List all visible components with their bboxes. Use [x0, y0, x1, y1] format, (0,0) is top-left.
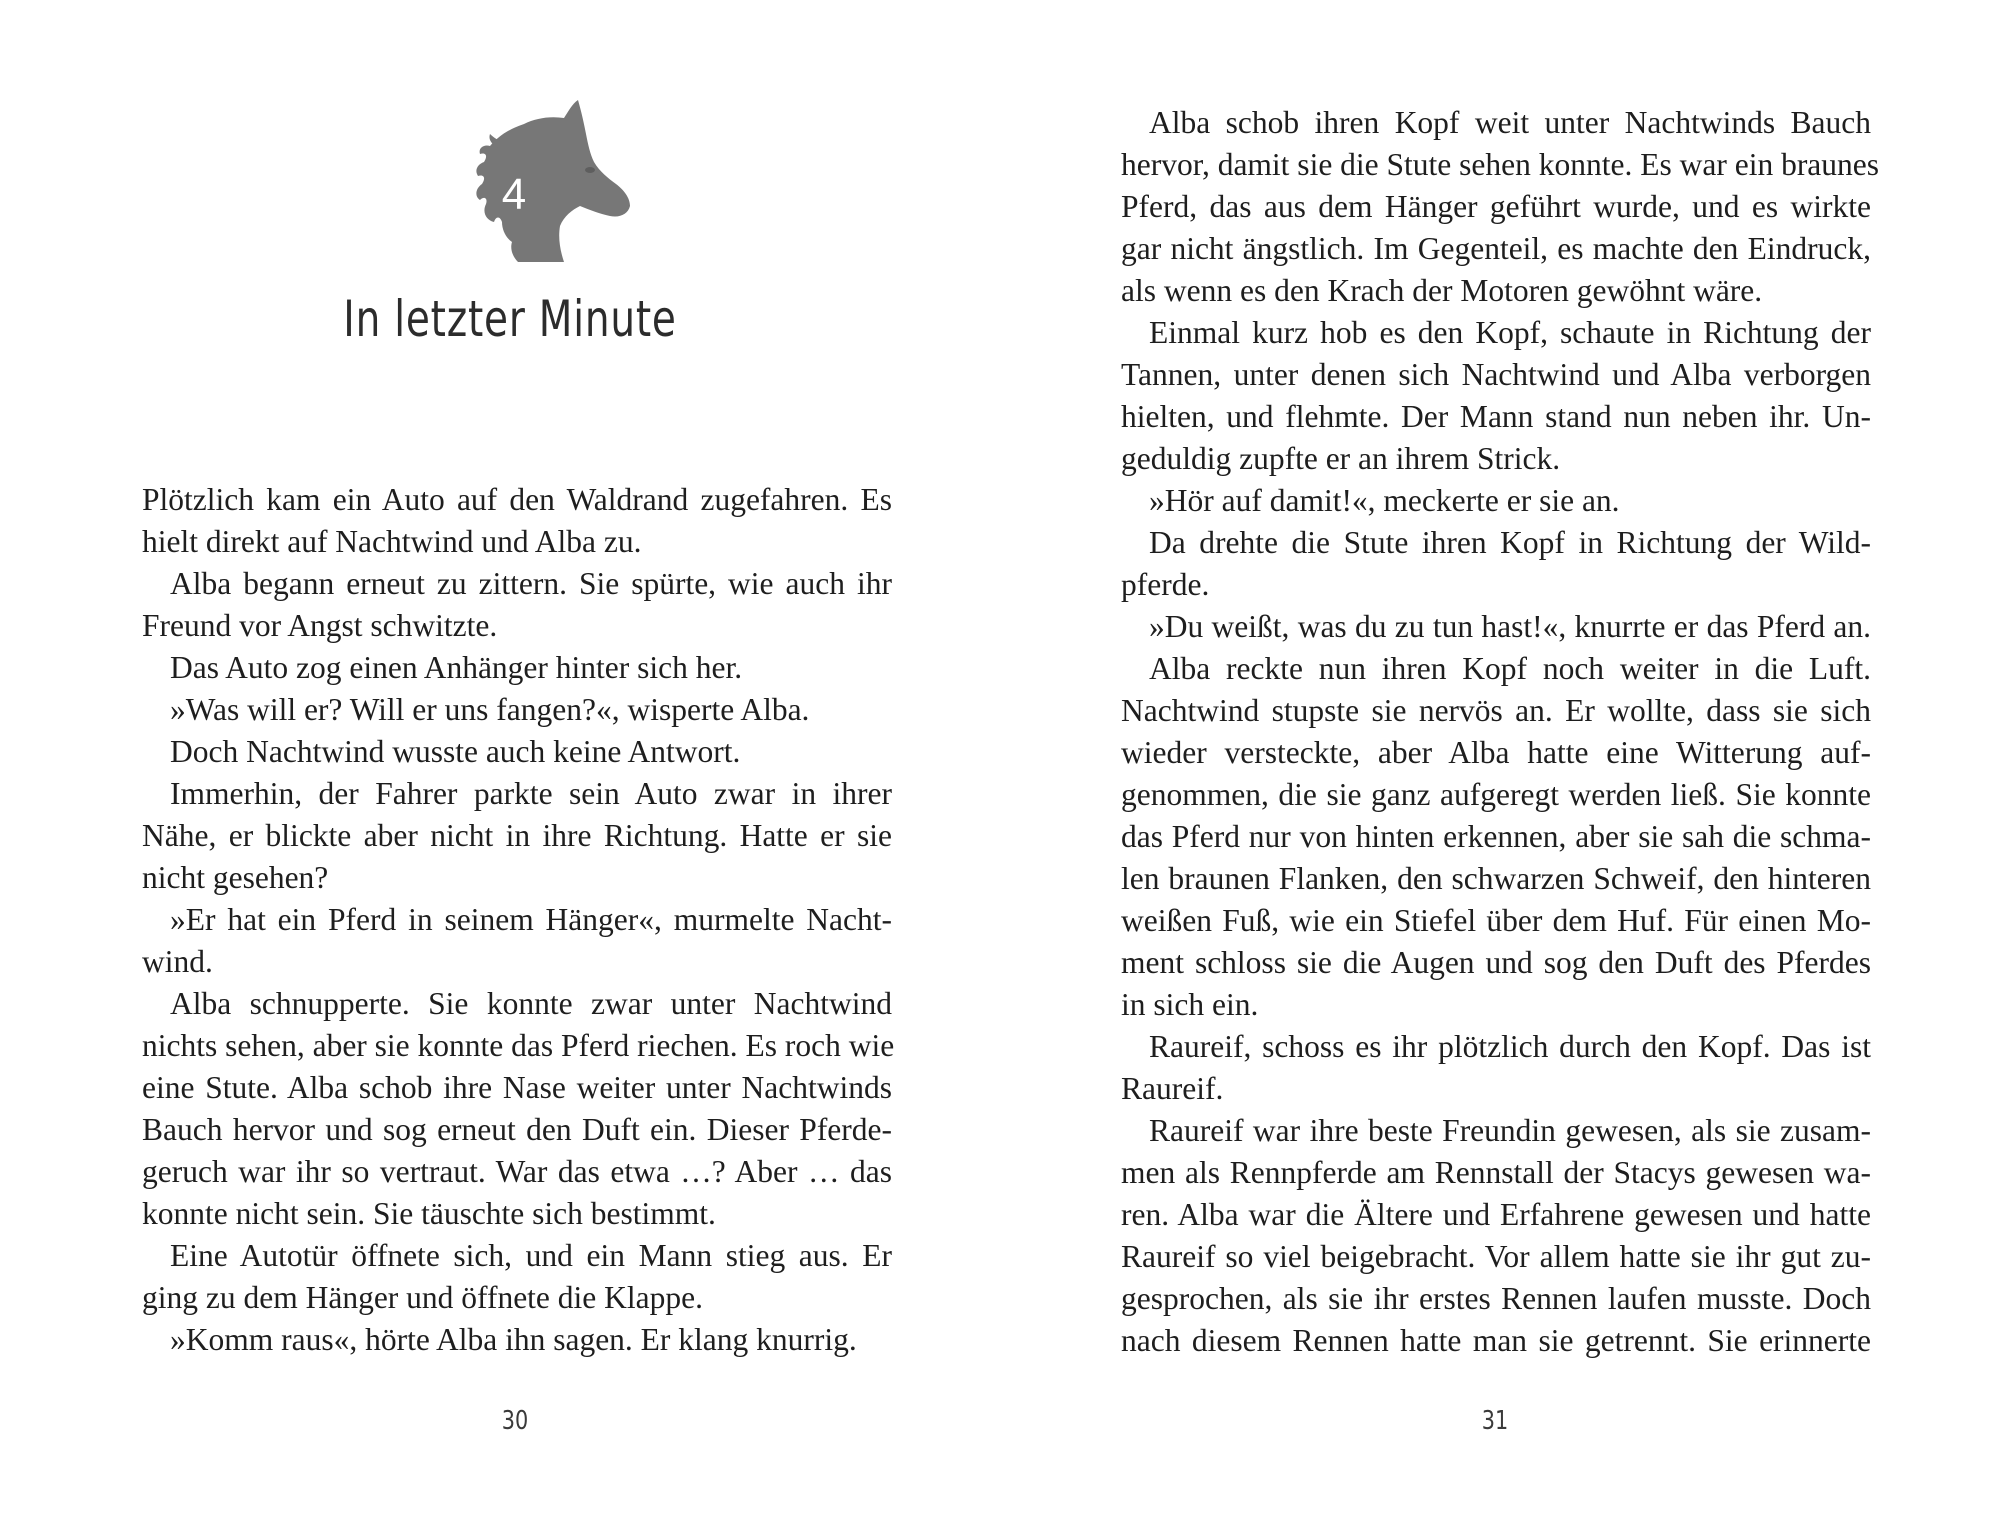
text-line: Alba reckte nun ihren Kopf noch weiter in die Luft.	[1149, 651, 1871, 686]
text-line: Bauch hervor und sog erneut den Duft ein. Dieser Pferde-	[142, 1112, 892, 1147]
text-line: ren. Alba war die Ältere und Erfahrene gewesen und hatte	[1121, 1197, 1871, 1232]
text-line: Das Auto zog einen Anhänger hinter sich her.	[170, 650, 743, 685]
text-line: ging zu dem Hänger und öffnete die Klappe.	[142, 1280, 703, 1315]
text-line: Raureif so viel beigebracht. Vor allem hatte sie ihr gut zu-	[1121, 1239, 1871, 1274]
text-line: Nachtwind stupste sie nervös an. Er wollte, dass sie sich	[1121, 693, 1871, 728]
text-line: Raureif war ihre beste Freundin gewesen, als sie zusam-	[1149, 1113, 1871, 1148]
text-line: Plötzlich kam ein Auto auf den Waldrand zugefahren. Es	[142, 482, 892, 517]
text-line: Raureif, schoss es ihr plötzlich durch den Kopf. Das ist	[1149, 1029, 1871, 1064]
text-line: hervor, damit sie die Stute sehen konnte. Es war ein braunes	[1121, 147, 1880, 182]
text-line: hielten, und flehmte. Der Mann stand nun neben ihr. Un-	[1121, 399, 1871, 434]
text-line: eine Stute. Alba schob ihre Nase weiter unter Nachtwinds	[142, 1070, 892, 1105]
text-line: Alba schob ihren Kopf weit unter Nachtwinds Bauch	[1149, 105, 1871, 140]
text-line: pferde.	[1121, 567, 1210, 602]
text-line: ment schloss sie die Augen und sog den Duft des Pferdes	[1121, 945, 1871, 980]
horse-head-icon	[440, 92, 640, 272]
text-line: geruch war ihr so vertraut. War das etwa …? Aber … das	[142, 1154, 892, 1189]
text-line: »Was will er? Will er uns fangen?«, wisperte Alba.	[170, 692, 810, 727]
text-line: wind.	[142, 944, 213, 979]
text-line: das Pferd nur von hinten erkennen, aber sie sah die schma-	[1121, 819, 1871, 854]
text-line: Nähe, er blickte aber nicht in ihre Richtung. Hatte er sie	[142, 818, 892, 853]
chapter-title: In letzter Minute	[343, 290, 677, 348]
text-line: Da drehte die Stute ihren Kopf in Richtung der Wild-	[1149, 525, 1871, 560]
text-line: Alba begann erneut zu zittern. Sie spürte, wie auch ihr	[170, 566, 892, 601]
text-line: wieder versteckte, aber Alba hatte eine Witterung auf-	[1121, 735, 1871, 770]
text-line: Eine Autotür öffnete sich, und ein Mann stieg aus. Er	[170, 1238, 892, 1273]
text-line: gesprochen, als sie ihr erstes Rennen laufen musste. Doch	[1121, 1281, 1871, 1316]
text-line: weißen Fuß, wie ein Stiefel über dem Huf. Für einen Mo-	[1121, 903, 1871, 938]
text-line: Raureif.	[1121, 1071, 1224, 1106]
text-line: nichts sehen, aber sie konnte das Pferd riechen. Es roch wie	[142, 1028, 895, 1063]
text-line: Pferd, das aus dem Hänger geführt wurde, und es wirkte	[1121, 189, 1871, 224]
text-line: Immerhin, der Fahrer parkte sein Auto zwar in ihrer	[170, 776, 892, 811]
left-body-text	[142, 479, 895, 1361]
text-line: nach diesem Rennen hatte man sie getrennt. Sie erinnerte	[1121, 1323, 1871, 1358]
text-line: in sich ein.	[1121, 987, 1259, 1022]
text-line: als wenn es den Krach der Motoren gewöhnt wäre.	[1121, 273, 1763, 308]
text-line: »Du weißt, was du zu tun hast!«, knurrte er das Pferd an.	[1149, 609, 1871, 644]
right-body-text	[1121, 102, 1880, 1362]
text-line: nicht gesehen?	[142, 860, 329, 895]
text-line: len braunen Flanken, den schwarzen Schweif, den hinteren	[1121, 861, 1871, 896]
text-line: gar nicht ängstlich. Im Gegenteil, es machte den Eindruck,	[1121, 231, 1871, 266]
page-number-right: 31	[1481, 1406, 1509, 1436]
text-line: »Komm raus«, hörte Alba ihn sagen. Er klang knurrig.	[170, 1322, 857, 1357]
text-line: men als Rennpferde am Rennstall der Stacys gewesen wa-	[1121, 1155, 1871, 1190]
text-line: Einmal kurz hob es den Kopf, schaute in Richtung der	[1149, 315, 1871, 350]
text-line: konnte nicht sein. Sie täuschte sich bestimmt.	[142, 1196, 716, 1231]
text-line: Tannen, unter denen sich Nachtwind und Alba verborgen	[1121, 357, 1871, 392]
page-number-left: 30	[501, 1406, 529, 1436]
text-line: »Hör auf damit!«, meckerte er sie an.	[1149, 483, 1620, 518]
text-line: Freund vor Angst schwitzte.	[142, 608, 498, 643]
chapter-number: 4	[501, 170, 527, 219]
text-line: Doch Nachtwind wusste auch keine Antwort.	[170, 734, 741, 769]
text-line: geduldig zupfte er an ihrem Strick.	[1121, 441, 1561, 476]
text-line: Alba schnupperte. Sie konnte zwar unter Nachtwind	[170, 986, 892, 1021]
right-page	[1000, 0, 2000, 1530]
text-line: genommen, die sie ganz aufgeregt werden ließ. Sie konnte	[1121, 777, 1871, 812]
text-line: »Er hat ein Pferd in seinem Hänger«, murmelte Nacht-	[170, 902, 892, 937]
text-line: hielt direkt auf Nachtwind und Alba zu.	[142, 524, 642, 559]
